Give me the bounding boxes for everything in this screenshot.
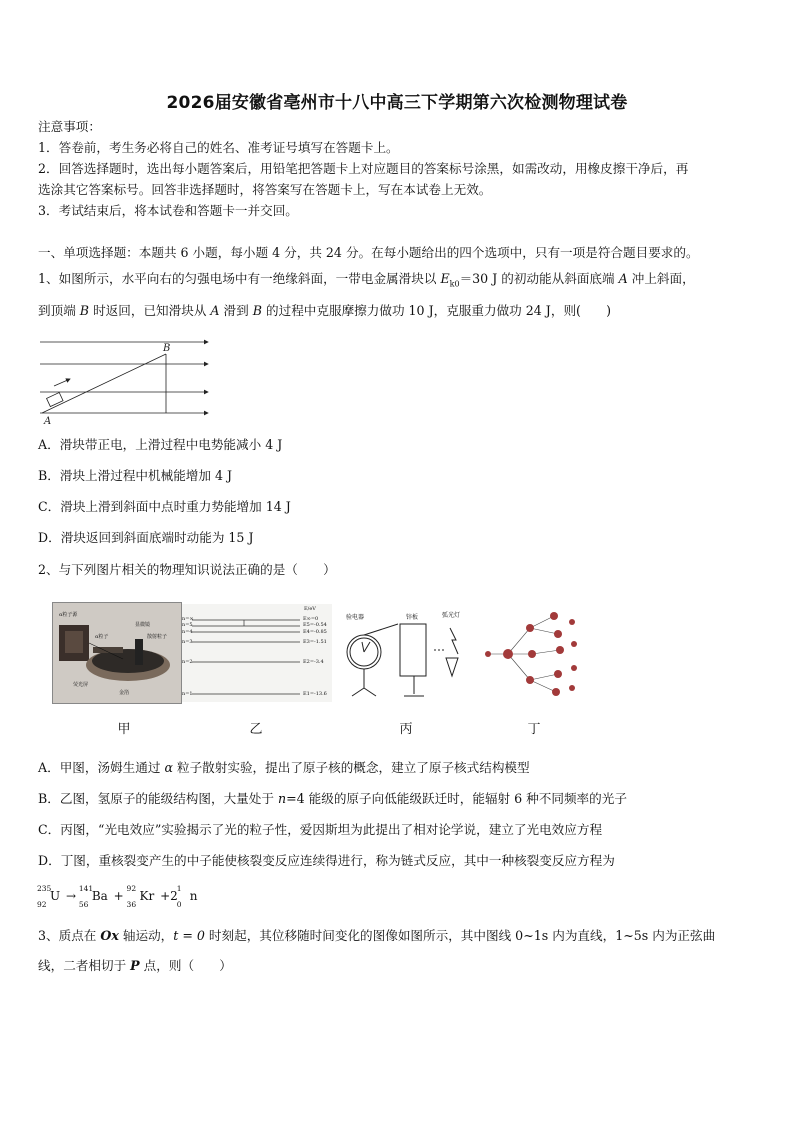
q1-label-a: A (44, 416, 52, 427)
jia-label-2: α粒子 (95, 634, 109, 640)
bing-label-3: 弧光灯 (442, 612, 461, 619)
q2-option-a: A．甲图，汤姆生通过 α 粒子散射实验，提出了原子核的概念，建立了原子核式结构模型 (38, 760, 530, 775)
jia-label-5: 金箔 (119, 690, 130, 696)
q2-stem: 2、与下列图片相关的物理知识说法正确的是（ ） (38, 562, 336, 577)
jia-label-3: 散射粒子 (147, 634, 168, 640)
caption-ding: 丁 (527, 722, 541, 737)
q2-figure-ding (478, 604, 588, 702)
q1-option-b: B．滑块上滑过程中机械能增加 4 J (38, 468, 233, 483)
q3-stem-line2: 线，二者相切于 P 点，则（ ） (38, 958, 232, 973)
yi-level: n=∞ (182, 616, 194, 622)
jia-label-6: 显微镜 (135, 622, 151, 628)
q2-option-c: C．丙图，“光电效应”实验揭示了光的粒子性，爱因斯坦为此提出了相对论学说，建立了光电效应方程 (38, 822, 603, 837)
q3-stem-line1: 3、质点在 Ox 轴运动，t = 0 时刻起，其位移随时间变化的图像如图所示，其中图线 0~1s 内为直线，1~5s 内为正弦曲 (38, 928, 716, 943)
notice-item-3: 3．考试结束后，将本试卷和答题卡一并交回。 (38, 203, 298, 218)
caption-jia: 甲 (117, 722, 131, 737)
yi-energy: E2=-3.4 (303, 659, 324, 665)
q2-figure-jia (52, 602, 182, 704)
caption-yi: 乙 (249, 722, 263, 737)
yi-level: n=2 (182, 659, 193, 665)
q1-stem-line2: 到顶端 B 时返回，已知滑块从 A 滑到 B 的过程中克服摩擦力做功 10 J，克服重力做功 24 J，则( ) (38, 303, 612, 318)
yi-unit: E/eV (304, 606, 316, 612)
q2-option-b: B．乙图，氢原子的能级结构图，大量处于 n=4 能级的原子向低能级跃迁时，能辐射 6 种不同频率的光子 (38, 791, 627, 806)
yi-energy: E5=-0.54 (303, 622, 327, 628)
q1-option-a: A．滑块带正电，上滑过程中电势能减小 4 J (38, 437, 283, 452)
bing-label-1: 验电器 (346, 614, 365, 621)
q2-option-d: D．丁图，重核裂变产生的中子能使核裂变反应连续得进行，称为链式反应，其中一种核裂变反应方程为 (38, 853, 615, 868)
yi-energy: E3=-1.51 (303, 639, 327, 645)
notice-item-1: 1．答卷前，考生务必将自己的姓名、准考证号填写在答题卡上。 (38, 140, 399, 155)
bing-label-2: 锌板 (406, 614, 419, 621)
yi-level: n=1 (182, 691, 193, 697)
yi-level: n=3 (182, 639, 193, 645)
yi-energy: E4=-0.85 (303, 629, 327, 635)
q1-label-b: B (163, 343, 171, 354)
yi-level: n=4 (182, 629, 193, 635)
jia-label-1: α粒子源 (59, 612, 78, 618)
notice-item-2: 2．回答选择题时，选出每小题答案后，用铅笔把答题卡上对应题目的答案标号涂黑，如需改动，用橡皮擦干净后，再 (38, 161, 689, 176)
fission-equation: 235 92 U → 141 56 Ba + 92 36 Kr +2 1 0 n (37, 884, 198, 909)
yi-energy: E1=-13.6 (303, 691, 327, 697)
yi-level: n=5 (182, 622, 193, 628)
caption-bing: 丙 (399, 722, 413, 737)
section-1-heading: 一、单项选择题：本题共 6 小题，每小题 4 分，共 24 分。在每小题给出的四个选项中，只有一项是符合题目要求的。 (38, 245, 699, 260)
q1-incline-figure (38, 338, 218, 428)
notice-heading: 注意事项： (38, 119, 101, 134)
q1-option-d: D．滑块返回到斜面底端时动能为 15 J (38, 530, 254, 545)
exam-title: 2026届安徽省亳州市十八中高三下学期第六次检测物理试卷 (166, 93, 628, 113)
jia-label-4: 荧光屏 (73, 682, 89, 688)
yi-energy: E∞=0 (303, 616, 319, 622)
q2-figure-yi (182, 604, 332, 702)
q2-figure-bing (338, 604, 468, 702)
notice-item-2-cont: 选涂其它答案标号。回答非选择题时，将答案写在答题卡上，写在本试卷上无效。 (38, 182, 492, 197)
q1-option-c: C．滑块上滑到斜面中点时重力势能增加 14 J (38, 499, 291, 514)
q1-stem-line1: 1、如图所示，水平向右的匀强电场中有一绝缘斜面，一带电金属滑块以 $E_{k0}=30$ J 的初动能从斜面底端 A 冲上斜面， (38, 271, 695, 289)
